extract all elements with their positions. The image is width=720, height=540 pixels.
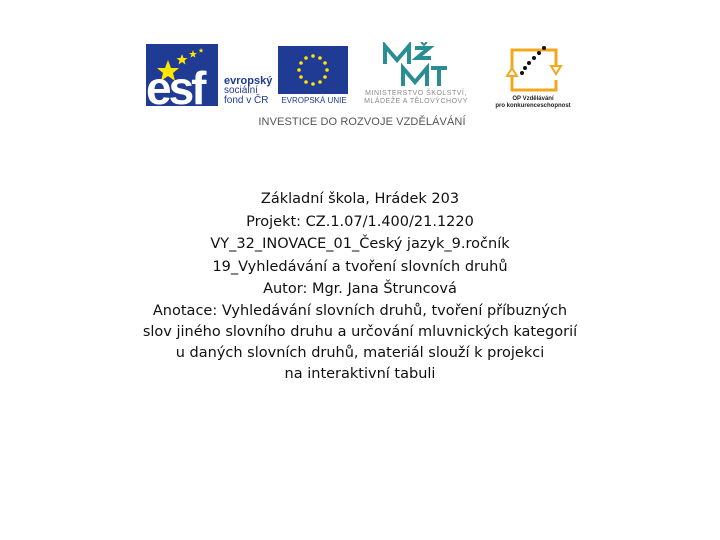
msmt-caption-line1: MINISTERSTVO ŠKOLSTVÍ, xyxy=(365,90,467,97)
eu-logo xyxy=(276,46,350,106)
banner-tagline: INVESTICE DO ROZVOJE VZDĚLÁVÁNÍ xyxy=(258,116,466,128)
logo-banner xyxy=(140,40,580,135)
esf-letters xyxy=(146,62,204,114)
title-text-block xyxy=(0,188,720,385)
op-caption-line1: OP Vzdělávání xyxy=(512,96,554,102)
material-code: VY_32_INOVACE_01_Český jazyk_9.ročník xyxy=(210,236,510,252)
annotation-line-3: u daných slovních druhů, materiál slouží k projekci xyxy=(175,344,545,361)
author: Autor: Mgr. Jana Štruncová xyxy=(263,281,457,297)
eu-caption: EVROPSKÁ UNIE xyxy=(281,96,347,105)
op-arrows-icon xyxy=(504,46,564,94)
annotation-line-4: na interaktivní tabuli xyxy=(284,365,436,382)
msmt-mark-icon xyxy=(381,42,451,88)
esf-line1: evropský xyxy=(224,75,273,87)
project-number: Projekt: CZ.1.07/1.400/21.1220 xyxy=(246,213,474,230)
topic-title: 19_Vyhledávání a tvoření slovních druhů xyxy=(212,258,508,275)
op-logo xyxy=(486,42,580,108)
eu-stars-icon xyxy=(278,46,348,94)
op-caption-line2: pro konkurenceschopnost xyxy=(495,103,571,109)
op-caption xyxy=(486,96,580,110)
annotation-line-2: slov jiného slovního druhu a určování mluvnických kategorií xyxy=(142,323,578,340)
esf-line2: sociální xyxy=(224,85,258,96)
esf-line3: fond v ČR xyxy=(224,95,269,106)
esf-logo xyxy=(146,44,273,114)
msmt-logo xyxy=(355,42,475,108)
annotation-line-1: Anotace: Vyhledávání slovních druhů, tvoření příbuzných xyxy=(152,302,568,319)
school-name: Základní škola, Hrádek 203 xyxy=(260,191,460,207)
eu-flag xyxy=(278,46,348,94)
esf-text xyxy=(224,76,272,106)
msmt-caption-line2: MLÁDEŽE A TĚLOVÝCHOVY xyxy=(364,98,468,105)
esf-wordmark: esf xyxy=(146,62,204,114)
msmt-caption xyxy=(355,90,477,106)
